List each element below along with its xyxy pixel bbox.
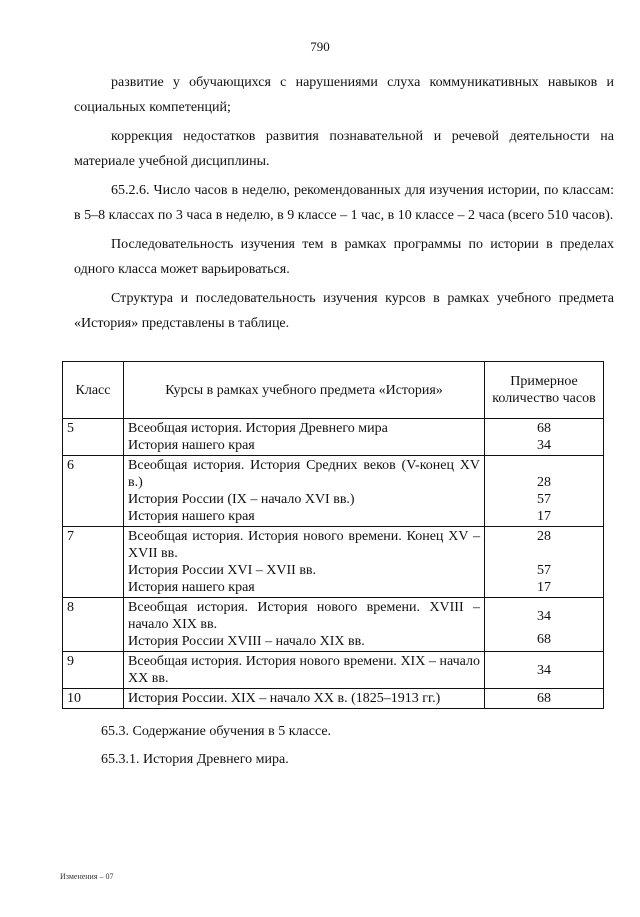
courses-cell [124,652,485,689]
course-item: Всеобщая история. История нового времени. XVIII – начало XIX вв. [128,600,480,632]
footer-note: Изменения – 07 [60,872,114,881]
course-item: Всеобщая история. История нового времени. Конец XV – XVII вв. [128,529,480,561]
hours-value: 17 [537,580,551,595]
paragraph: развитие у обучающихся с нарушениями слуха коммуникативных навыков и социальных компетенций; [74,75,614,115]
section-heading: 65.3. Содержание обучения в 5 классе. [101,724,332,739]
courses-cell [124,456,485,527]
paragraph: коррекция недостатков развития познавательной и речевой деятельности на материале учебной дисциплины. [74,129,614,169]
table-row [63,419,604,456]
header-courses: Курсы в рамках учебного предмета «История» [124,362,485,419]
hours-cell [485,652,604,689]
course-item: История нашего края [128,438,255,453]
hours-cell [485,456,604,527]
hours-cell [485,598,604,652]
table-header-row [63,362,604,419]
course-item: История нашего края [128,509,255,524]
header-class: Класс [63,362,124,419]
courses-cell [124,689,485,709]
class-cell: 7 [63,527,124,598]
paragraph: Последовательность изучения тем в рамках программы по истории в пределах одного класса может варьироваться. [74,237,614,277]
class-cell: 8 [63,598,124,652]
courses-cell [124,527,485,598]
page-number: 790 [310,39,330,54]
course-item: История России. XIX – начало XX в. (1825–1913 гг.) [128,691,441,706]
hours-value: 68 [537,691,551,706]
paragraph: 65.2.6. Число часов в неделю, рекомендованных для изучения истории, по классам: в 5–8 классах по 3 часа в неделю, в 9 классе – 1 час, в 10 классе – 2 часа (всего 510 часов). [74,183,614,223]
hours-value: 68 [537,632,551,647]
courses-cell [124,598,485,652]
after-table-text [101,718,331,774]
hours-value: 34 [537,438,551,453]
table-row [63,652,604,689]
table-row [63,598,604,652]
header-hours: Примерное количество часов [485,362,604,419]
hours-value: 28 [537,529,551,544]
table-row [63,689,604,709]
body-text [74,70,614,340]
hours-cell [485,689,604,709]
course-item: Всеобщая история. История Средних веков (V-конец XV в.) [128,458,480,490]
hours-value: 57 [537,492,551,507]
course-item: Всеобщая история. История нового времени. XIX – начало XX вв. [128,654,480,686]
hours-value: 28 [537,475,551,490]
course-item: История нашего края [128,580,255,595]
section-heading: 65.3.1. История Древнего мира. [101,752,289,767]
hours-value: 57 [537,563,551,578]
hours-value: 34 [537,609,551,624]
course-item: История России (IX – начало XVI вв.) [128,492,355,507]
hours-value: 17 [537,509,551,524]
hours-value: 34 [537,662,551,678]
paragraph: Структура и последовательность изучения курсов в рамках учебного предмета «История» представлены в таблице. [74,291,614,331]
class-cell: 10 [63,689,124,709]
hours-cell [485,527,604,598]
courses-table [62,361,604,709]
hours-value: 68 [537,421,551,436]
table-row [63,527,604,598]
class-cell: 9 [63,652,124,689]
class-cell: 5 [63,419,124,456]
hours-cell [485,419,604,456]
course-item: История России XVI – XVII вв. [128,563,317,578]
table-row [63,456,604,527]
courses-cell [124,419,485,456]
class-cell: 6 [63,456,124,527]
course-item: Всеобщая история. История Древнего мира [128,421,388,436]
course-item: История России XVIII – начало XIX вв. [128,634,365,649]
